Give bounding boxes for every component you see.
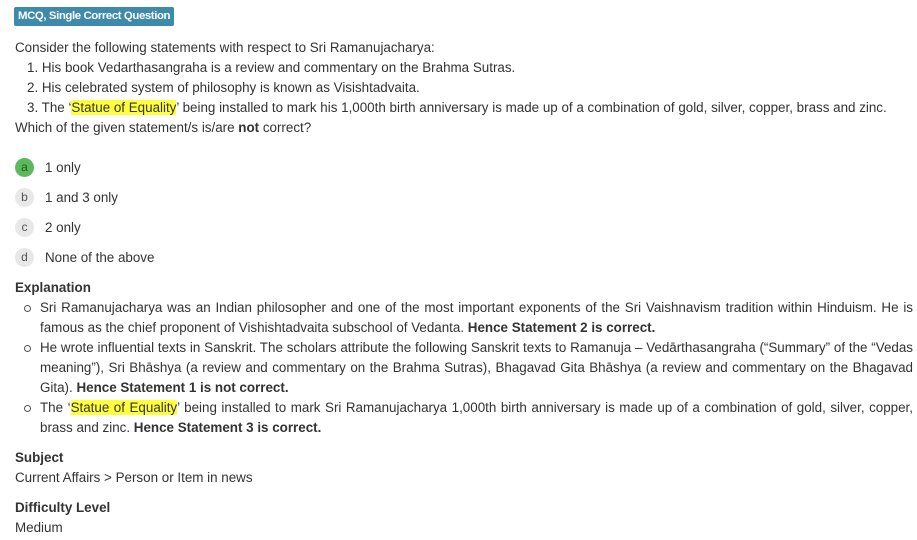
bullet-icon <box>24 305 31 312</box>
option-c-badge[interactable]: c <box>15 218 34 237</box>
statement-3-suffix: ’ being installed to mark his 1,000th birth anniversary is made up of a combination of gold, silver, copper, brass and zinc. <box>176 100 887 115</box>
prompt-prefix: Which of the given statement/s is/are <box>15 120 239 135</box>
option-b-label[interactable]: 1 and 3 only <box>45 190 118 205</box>
explanation-heading: Explanation <box>15 280 91 295</box>
point-2-conclusion: Hence Statement 1 is not correct. <box>76 380 289 395</box>
question-prompt <box>15 118 311 138</box>
statement-2: 2. His celebrated system of philosophy is known as Visishtadvaita. <box>27 80 420 95</box>
explanation-point-2 <box>40 338 913 398</box>
point-3-prefix: The ‘ <box>40 400 71 415</box>
highlight-statue-of-equality: Statue of Equality <box>71 100 177 115</box>
statement-3 <box>27 98 887 118</box>
point-1-conclusion: Hence Statement 2 is correct. <box>467 320 656 335</box>
subject-value: Current Affairs > Person or Item in news <box>15 470 253 485</box>
option-d-badge[interactable]: d <box>15 248 34 267</box>
statement-1: 1. His book Vedarthasangraha is a review and commentary on the Brahma Sutras. <box>27 60 516 75</box>
option-b-badge[interactable]: b <box>15 188 34 207</box>
point-3-text: ’ being installed to mark Sri Ramanujacharya 1,000th birth anniversary is made up of a combination of gold, silver, copper, brass and zinc. <box>40 400 913 435</box>
prompt-suffix: correct? <box>259 120 312 135</box>
bullet-icon <box>24 405 31 412</box>
highlight-statue-of-equality: Statue of Equality <box>70 400 178 415</box>
point-2-text: He wrote influential texts in Sanskrit. The scholars attribute the following Sanskrit texts to Ramanuja – Vedārthasangraha (“Summary” of the “Vedas meaning”), Sri Bhāshya (a review and commentary on the Brahma Sutras), Bhagavad Gita Bhāshya (a review and commentary on the Bhagavad Gita). <box>40 340 913 395</box>
question-type-badge: MCQ, Single Correct Question <box>14 7 174 26</box>
difficulty-value: Medium <box>15 520 63 535</box>
option-a-label[interactable]: 1 only <box>45 160 81 175</box>
point-3-conclusion: Hence Statement 3 is correct. <box>133 420 322 435</box>
point-1-text: Sri Ramanujacharya was an Indian philosopher and one of the most important exponents of the Sri Vaishnavism tradition within Hinduism. He is famous as the chief proponent of Vishishtadvaita subschool of Vedanta. <box>40 300 913 335</box>
prompt-emphasis: not <box>238 120 260 135</box>
option-a-badge[interactable]: a <box>15 158 34 177</box>
explanation-point-3 <box>40 398 913 438</box>
option-d-label[interactable]: None of the above <box>45 250 155 265</box>
bullet-icon <box>24 345 31 352</box>
explanation-point-1 <box>40 298 913 338</box>
question-intro: Consider the following statements with respect to Sri Ramanujacharya: <box>15 40 435 55</box>
difficulty-heading: Difficulty Level <box>15 500 111 515</box>
option-c-label[interactable]: 2 only <box>45 220 81 235</box>
subject-heading: Subject <box>15 450 64 465</box>
statement-3-prefix: 3. The ‘ <box>27 100 72 115</box>
